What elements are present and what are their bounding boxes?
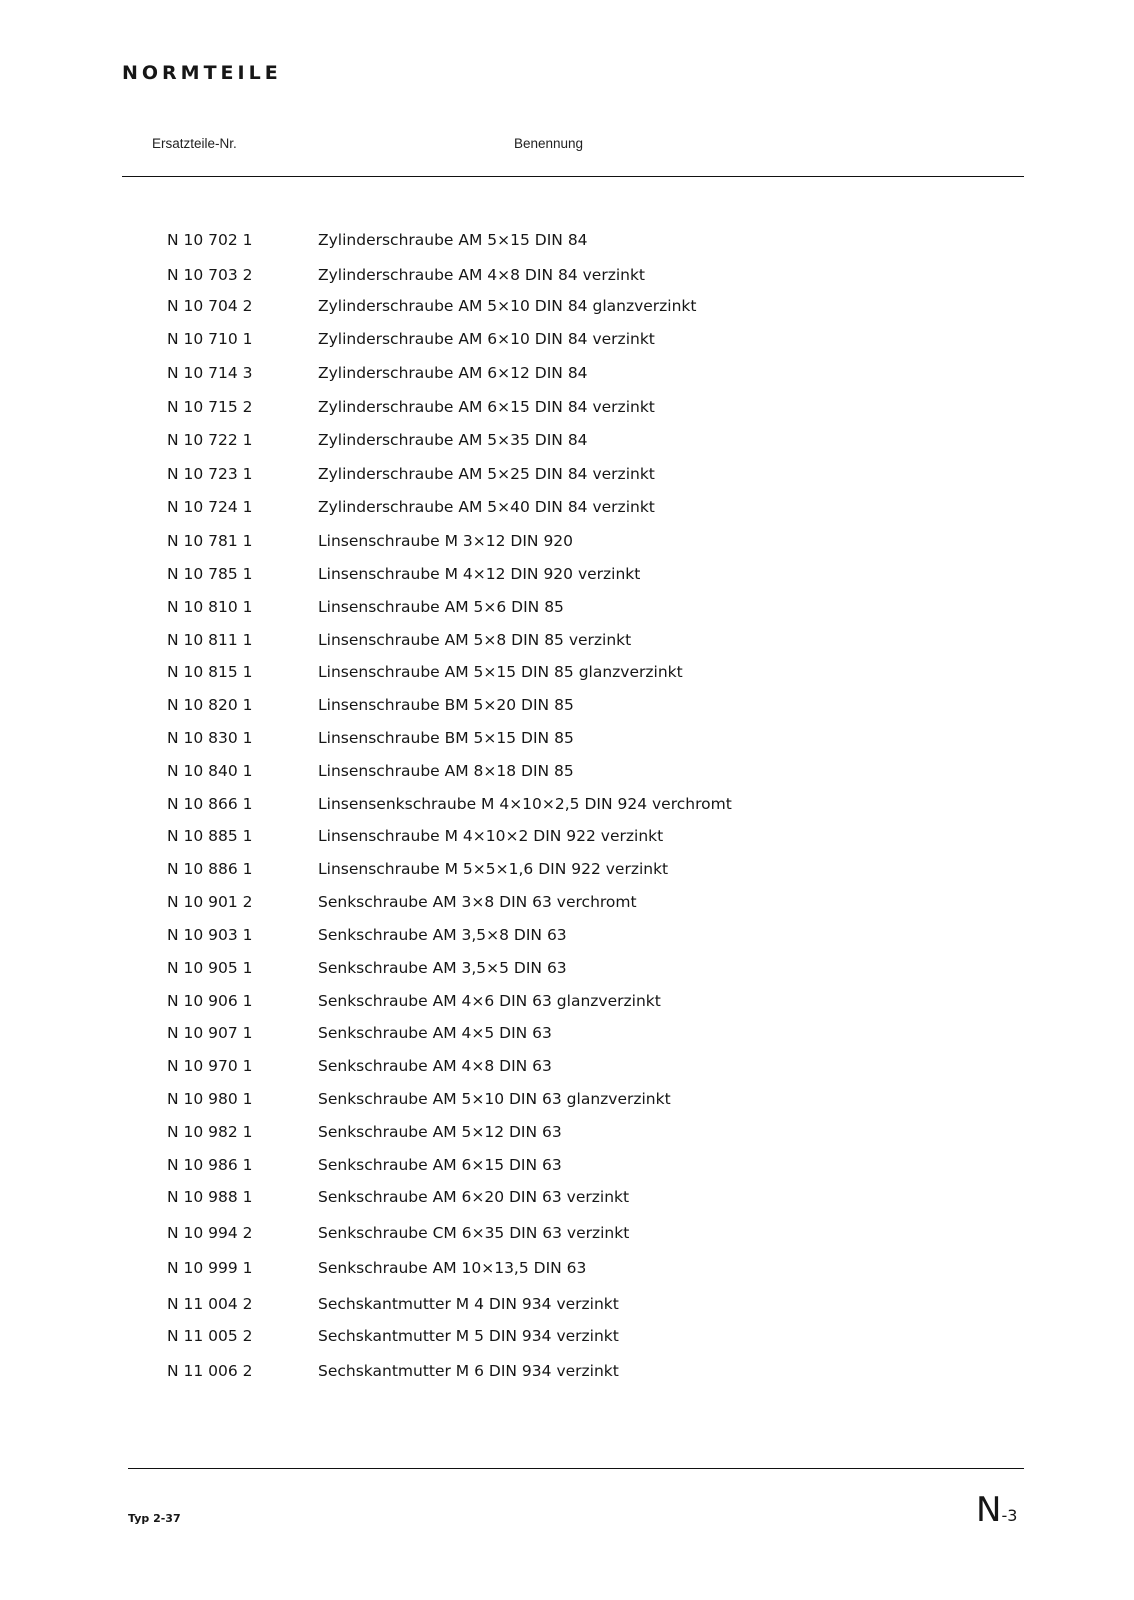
part-number: N 10 994 2 <box>167 1224 253 1242</box>
table-row <box>0 328 1134 350</box>
table-row <box>0 264 1134 286</box>
table-row <box>0 1325 1134 1347</box>
footer-divider <box>128 1468 1024 1469</box>
part-number: N 10 830 1 <box>167 729 253 747</box>
table-row <box>0 295 1134 317</box>
part-description: Linsenschraube AM 5×6 DIN 85 <box>318 598 564 616</box>
part-number: N 10 810 1 <box>167 598 253 616</box>
part-description: Senkschraube AM 3,5×5 DIN 63 <box>318 959 567 977</box>
part-description: Senkschraube AM 3,5×8 DIN 63 <box>318 926 567 944</box>
part-description: Senkschraube AM 3×8 DIN 63 verchromt <box>318 893 637 911</box>
table-row <box>0 1088 1134 1110</box>
part-description: Linsenschraube BM 5×15 DIN 85 <box>318 729 574 747</box>
table-row <box>0 727 1134 749</box>
part-description: Zylinderschraube AM 6×10 DIN 84 verzinkt <box>318 330 655 348</box>
table-row <box>0 629 1134 651</box>
part-description: Senkschraube AM 5×12 DIN 63 <box>318 1123 562 1141</box>
part-number: N 10 901 2 <box>167 893 253 911</box>
part-number: N 10 999 1 <box>167 1259 253 1277</box>
table-row <box>0 563 1134 585</box>
part-number: N 10 724 1 <box>167 498 253 516</box>
part-number: N 11 005 2 <box>167 1327 253 1345</box>
table-row <box>0 229 1134 251</box>
page-suffix: -3 <box>1001 1506 1018 1525</box>
table-row <box>0 429 1134 451</box>
part-number: N 10 886 1 <box>167 860 253 878</box>
part-description: Linsensenkschraube M 4×10×2,5 DIN 924 verchromt <box>318 795 732 813</box>
part-description: Zylinderschraube AM 4×8 DIN 84 verzinkt <box>318 266 646 284</box>
part-number: N 10 907 1 <box>167 1024 253 1042</box>
table-row <box>0 1121 1134 1143</box>
part-number: N 10 866 1 <box>167 795 253 813</box>
part-description: Zylinderschraube AM 5×25 DIN 84 verzinkt <box>318 465 655 483</box>
part-description: Senkschraube AM 4×6 DIN 63 glanzverzinkt <box>318 992 661 1010</box>
part-description: Zylinderschraube AM 6×12 DIN 84 <box>318 364 588 382</box>
part-number: N 10 702 1 <box>167 231 253 249</box>
table-row <box>0 1186 1134 1208</box>
table-row <box>0 661 1134 683</box>
table-row <box>0 496 1134 518</box>
part-number: N 10 840 1 <box>167 762 253 780</box>
part-number: N 10 815 1 <box>167 663 253 681</box>
part-number: N 10 723 1 <box>167 465 253 483</box>
page-number <box>976 1490 1017 1530</box>
part-description: Linsenschraube BM 5×20 DIN 85 <box>318 696 574 714</box>
part-number: N 10 885 1 <box>167 827 253 845</box>
part-number: N 10 704 2 <box>167 297 253 315</box>
part-description: Senkschraube AM 4×5 DIN 63 <box>318 1024 552 1042</box>
part-description: Linsenschraube AM 8×18 DIN 85 <box>318 762 574 780</box>
part-number: N 10 710 1 <box>167 330 253 348</box>
table-row <box>0 1055 1134 1077</box>
table-row <box>0 858 1134 880</box>
part-number: N 10 703 2 <box>167 266 253 284</box>
part-description: Senkschraube AM 6×15 DIN 63 <box>318 1156 562 1174</box>
table-row <box>0 990 1134 1012</box>
part-description: Sechskantmutter M 4 DIN 934 verzinkt <box>318 1295 619 1313</box>
table-row <box>0 793 1134 815</box>
part-description: Zylinderschraube AM 6×15 DIN 84 verzinkt <box>318 398 655 416</box>
table-row <box>0 1257 1134 1279</box>
table-row <box>0 760 1134 782</box>
part-description: Zylinderschraube AM 5×15 DIN 84 <box>318 231 588 249</box>
part-description: Linsenschraube M 4×10×2 DIN 922 verzinkt <box>318 827 664 845</box>
part-number: N 10 905 1 <box>167 959 253 977</box>
column-header-part-number: Ersatzteile-Nr. <box>152 136 237 151</box>
part-description: Linsenschraube M 4×12 DIN 920 verzinkt <box>318 565 641 583</box>
table-row <box>0 1222 1134 1244</box>
part-number: N 10 785 1 <box>167 565 253 583</box>
column-header-description: Benennung <box>514 136 584 151</box>
part-number: N 10 714 3 <box>167 364 253 382</box>
part-description: Senkschraube AM 6×20 DIN 63 verzinkt <box>318 1188 630 1206</box>
table-row <box>0 891 1134 913</box>
type-label: Typ 2-37 <box>128 1512 181 1525</box>
table-row <box>0 924 1134 946</box>
part-number: N 10 982 1 <box>167 1123 253 1141</box>
part-number: N 11 004 2 <box>167 1295 253 1313</box>
table-row <box>0 1154 1134 1176</box>
part-description: Senkschraube CM 6×35 DIN 63 verzinkt <box>318 1224 630 1242</box>
part-description: Zylinderschraube AM 5×40 DIN 84 verzinkt <box>318 498 655 516</box>
page-letter: N <box>976 1490 1002 1530</box>
part-number: N 10 781 1 <box>167 532 253 550</box>
table-row <box>0 1022 1134 1044</box>
page-title: NORMTEILE <box>122 62 282 84</box>
part-number: N 10 722 1 <box>167 431 253 449</box>
part-description: Linsenschraube AM 5×15 DIN 85 glanzverzinkt <box>318 663 683 681</box>
part-description: Sechskantmutter M 6 DIN 934 verzinkt <box>318 1362 619 1380</box>
part-description: Linsenschraube M 3×12 DIN 920 <box>318 532 574 550</box>
table-row <box>0 396 1134 418</box>
table-row <box>0 1293 1134 1315</box>
table-row <box>0 463 1134 485</box>
part-description: Senkschraube AM 4×8 DIN 63 <box>318 1057 552 1075</box>
part-number: N 10 811 1 <box>167 631 253 649</box>
table-row <box>0 596 1134 618</box>
part-description: Sechskantmutter M 5 DIN 934 verzinkt <box>318 1327 619 1345</box>
table-row <box>0 694 1134 716</box>
part-number: N 11 006 2 <box>167 1362 253 1380</box>
part-number: N 10 715 2 <box>167 398 253 416</box>
part-number: N 10 986 1 <box>167 1156 253 1174</box>
part-number: N 10 903 1 <box>167 926 253 944</box>
table-row <box>0 1360 1134 1382</box>
part-number: N 10 820 1 <box>167 696 253 714</box>
table-row <box>0 825 1134 847</box>
table-row <box>0 362 1134 384</box>
part-number: N 10 906 1 <box>167 992 253 1010</box>
part-description: Senkschraube AM 5×10 DIN 63 glanzverzinkt <box>318 1090 671 1108</box>
part-number: N 10 988 1 <box>167 1188 253 1206</box>
part-description: Linsenschraube AM 5×8 DIN 85 verzinkt <box>318 631 632 649</box>
table-row <box>0 957 1134 979</box>
part-description: Zylinderschraube AM 5×35 DIN 84 <box>318 431 588 449</box>
part-description: Senkschraube AM 10×13,5 DIN 63 <box>318 1259 587 1277</box>
part-description: Linsenschraube M 5×5×1,6 DIN 922 verzinkt <box>318 860 669 878</box>
table-row <box>0 530 1134 552</box>
part-number: N 10 970 1 <box>167 1057 253 1075</box>
part-description: Zylinderschraube AM 5×10 DIN 84 glanzverzinkt <box>318 297 697 315</box>
part-number: N 10 980 1 <box>167 1090 253 1108</box>
